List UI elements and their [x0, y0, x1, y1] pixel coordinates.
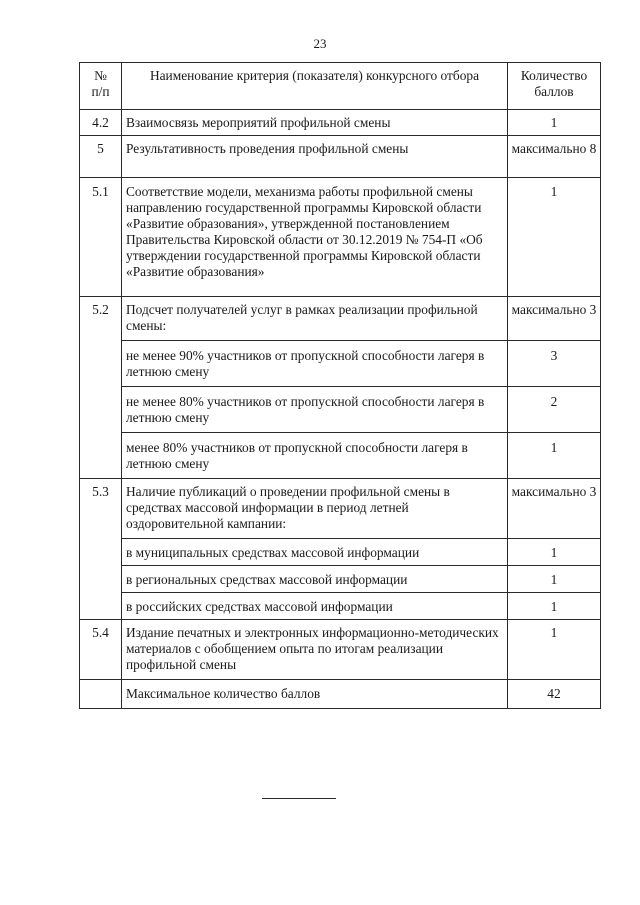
row-criterion: в муниципальных средствах массовой информации [122, 539, 508, 566]
table-row [80, 136, 601, 178]
table-row [80, 566, 601, 593]
row-criterion: Наличие публикаций о проведении профильной смены в средствах массовой информации в период летней оздоровительной кампании: [122, 479, 508, 539]
row-score: 3 [508, 341, 601, 387]
table-row [80, 297, 601, 341]
total-label: Максимальное количество баллов [122, 680, 508, 709]
footer-divider [262, 798, 336, 799]
row-criterion: Подсчет получателей услуг в рамках реализации профильной смены: [122, 297, 508, 341]
table-row [80, 620, 601, 680]
row-number: 5.3 [80, 479, 122, 620]
row-score: 1 [508, 110, 601, 136]
table-total-row [80, 680, 601, 709]
header-number: № п/п [80, 63, 122, 110]
row-score: 1 [508, 178, 601, 297]
row-score: 1 [508, 433, 601, 479]
row-score: максимально 3 [508, 297, 601, 341]
table-row [80, 387, 601, 433]
row-criterion: в российских средствах массовой информации [122, 593, 508, 620]
table-header-row [80, 63, 601, 110]
row-criterion: не менее 90% участников от пропускной способности лагеря в летнюю смену [122, 341, 508, 387]
row-criterion: Издание печатных и электронных информационно-методических материалов с обобщением опыта по итогам реализации профильной смены [122, 620, 508, 680]
row-score: 1 [508, 539, 601, 566]
row-number: 5.2 [80, 297, 122, 479]
row-number: 5 [80, 136, 122, 178]
row-criterion: не менее 80% участников от пропускной способности лагеря в летнюю смену [122, 387, 508, 433]
header-criterion-name: Наименование критерия (показателя) конкурсного отбора [122, 63, 508, 110]
row-score: 1 [508, 566, 601, 593]
page-number: 23 [313, 36, 327, 51]
row-score: максимально 3 [508, 479, 601, 539]
row-score: 1 [508, 620, 601, 680]
header-score: Количество баллов [508, 63, 601, 110]
row-score: максимально 8 [508, 136, 601, 178]
table-row [80, 341, 601, 387]
row-number [80, 680, 122, 709]
row-number: 5.1 [80, 178, 122, 297]
row-number: 4.2 [80, 110, 122, 136]
table-row [80, 433, 601, 479]
row-score: 2 [508, 387, 601, 433]
table-row [80, 110, 601, 136]
row-criterion: Результативность проведения профильной смены [122, 136, 508, 178]
row-score: 1 [508, 593, 601, 620]
table-row [80, 178, 601, 297]
row-criterion: менее 80% участников от пропускной способности лагеря в летнюю смену [122, 433, 508, 479]
row-criterion: Взаимосвязь мероприятий профильной смены [122, 110, 508, 136]
row-criterion: Соответствие модели, механизма работы профильной смены направлению государственной программы Кировской области «Развитие образования», утвержденной постановлением Правительства Кировской области от 30.12.2019 № 754-П «Об утверждении государственной программы Кировской области «Развитие образования» [122, 178, 508, 297]
table-row [80, 479, 601, 539]
total-score: 42 [508, 680, 601, 709]
table-row [80, 593, 601, 620]
table-row [80, 539, 601, 566]
row-criterion: в региональных средствах массовой информации [122, 566, 508, 593]
row-number: 5.4 [80, 620, 122, 680]
criteria-table [79, 62, 601, 709]
